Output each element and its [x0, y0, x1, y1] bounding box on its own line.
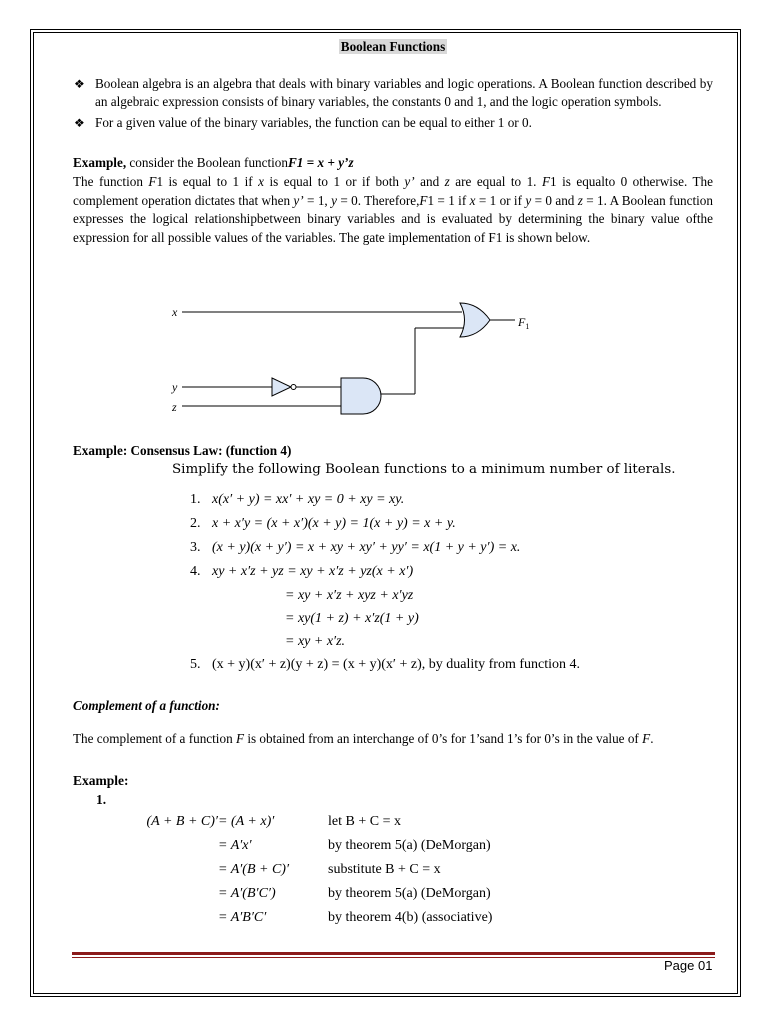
complement-heading: Complement of a function: [73, 698, 220, 713]
output-label: $F_1$ [518, 315, 530, 331]
derivation-row: = A′B′C′ by theorem 4(b) (associative) [218, 910, 493, 925]
equation-continuation: = xy + x′z + xyz + x′yz [285, 588, 414, 603]
input-x-label: x [172, 305, 178, 319]
derivation-row: (A + B + C)′ = (A + x)′ let B + C = x [146, 814, 401, 829]
page-title: Boolean Functions [340, 39, 446, 54]
equation-row: 1. x(x′ + y) = xx′ + xy = 0 + xy = xy. [190, 492, 405, 507]
equation-continuation: = xy + x′z. [285, 634, 346, 649]
equation-continuation: = xy(1 + z) + x′z(1 + y) [285, 611, 419, 626]
complement-example-number: 1. [96, 792, 107, 807]
equation-row: 5. (x + y)(x′ + z)(y + z) = (x + y)(x′ + z), by duality from function 4. [190, 657, 581, 672]
page-number: Page 01 [664, 958, 713, 973]
or-gate [460, 303, 490, 337]
main-content [73, 38, 713, 247]
equation-row: 2. x + x′y = (x + x′)(x + y) = 1(x + y) = x + y. [190, 516, 456, 531]
logic-gate-diagram [160, 300, 540, 420]
bullet-item: ❖ For a given value of the binary variables, the function can be equal to either 1 or 0. [73, 114, 713, 133]
footer-rule-thick [72, 952, 715, 955]
complement-description: The complement of a function F is obtained from an interchange of 0’s for 1’sand 1’s for 0’s in the value of F. [73, 731, 654, 746]
diamond-bullet-icon: ❖ [74, 76, 85, 91]
complement-derivation [128, 810, 492, 930]
example1-heading: Example, consider the Boolean functionF1 = x + y’z [73, 155, 354, 171]
equation-row: 4. xy + x′z + yz = xy + x′z + yz(x + x′) [190, 564, 414, 579]
not-gate [272, 378, 291, 396]
derivation-row: = A′(B + C)′ substitute B + C = x [218, 862, 441, 877]
example1-body: The function F1 is equal to 1 if x is equal to 1 or if both y’ and z are equal to 1. F1 is equalto 0 otherwise. The complement operation dictates that when y’ = 1, y = 0. Therefore,F1 = 1 if x = 1 or if y = 0 and z = 1. A Boolean function expresses the logical relationshipbetween binary variables and is evaluated by determining the binary value ofthe expression for all possible values of the variables. The gate implementation of F1 is shown below. [73, 173, 713, 245]
complement-example-label: Example: [73, 773, 129, 788]
bullet-item: ❖ Boolean algebra is an algebra that deals with binary variables and logic operations. A Boolean function described by an algebraic expression consists of binary variables, the constants 0 and 1, and the logic operation symbols. [74, 75, 713, 110]
footer-rule-thin [72, 957, 715, 958]
and-gate [341, 378, 381, 414]
example2-heading: Example: Consensus Law: (function 4) [73, 443, 292, 458]
bullet-list [73, 75, 713, 133]
not-gate-bubble [291, 385, 296, 390]
input-z-label: z [172, 400, 177, 414]
diamond-bullet-icon: ❖ [74, 115, 85, 130]
equation-row: 3. (x + y)(x + y′) = x + xy + xy′ + yy′ = x(1 + y + y′) = x. [190, 540, 521, 555]
derivation-row: = A′(B′C′) by theorem 5(a) (DeMorgan) [218, 886, 491, 901]
simplify-instruction: Simplify the following Boolean functions to a minimum number of literals. [172, 462, 676, 477]
equation-list [190, 488, 580, 677]
derivation-row: = A′x′ by theorem 5(a) (DeMorgan) [218, 838, 491, 853]
input-y-label: y [172, 380, 178, 394]
